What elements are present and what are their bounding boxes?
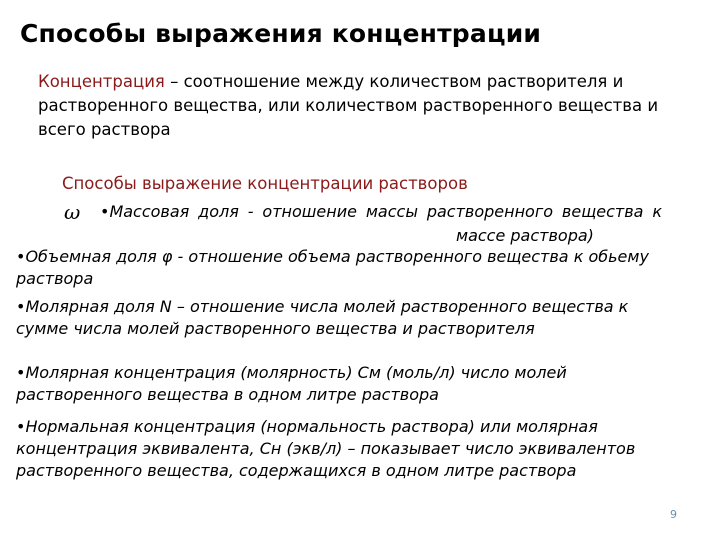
page-number: 9	[670, 508, 677, 521]
definition-text: – соотношение между количеством растворителя и растворенного вещества, или количеством растворенного вещества и всего раствора	[38, 72, 659, 139]
list-item-molarity: •Молярная концентрация (молярность) См (моль/л) число молей растворенного вещества в одном литре раствора	[16, 363, 567, 404]
subtitle: Способы выражение концентрации растворов	[62, 174, 468, 193]
mass-fraction-line2: массе раствора)	[456, 226, 594, 245]
definition-term: Концентрация	[38, 72, 165, 91]
definition	[38, 70, 678, 142]
slide-title: Способы выражения концентрации	[20, 19, 542, 48]
list-item-mole-fraction: •Молярная доля N – отношение числа молей растворенного вещества к сумме числа молей растворенного вещества и растворителя	[16, 297, 629, 338]
list-item-volume-fraction: •Объемная доля φ - отношение объема растворенного вещества к обьему раствора	[16, 247, 649, 288]
omega-symbol: ω	[64, 200, 81, 224]
list-item-normality: •Нормальная концентрация (нормальность раствора) или молярная концентрация эквивалента, Сн (экв/л) – показывает число эквивалентов растворенного вещества, содержащихся в одном литре раствора	[16, 417, 636, 480]
mass-fraction-line1: •Массовая доля - отношение массы растворенного вещества к	[100, 202, 662, 221]
